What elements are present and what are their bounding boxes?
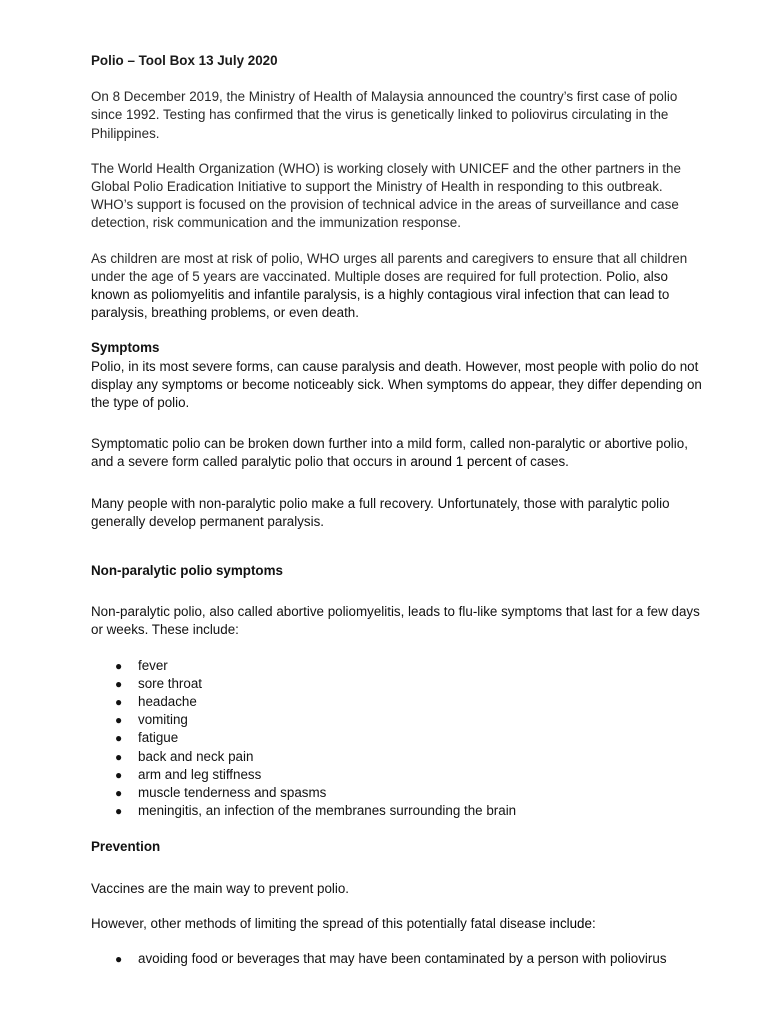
nonparalytic-paragraph: Non-paralytic polio, also called abortive poliomyelitis, leads to flu-like symptoms that last for a few days or weeks. These include: <box>91 604 700 638</box>
bullet-icon: ● <box>115 804 123 819</box>
nonparalytic-heading: Non-paralytic polio symptoms <box>91 563 283 579</box>
list-item <box>91 675 708 693</box>
list-item-text: sore throat <box>138 675 203 691</box>
bullet-icon: ● <box>115 713 123 728</box>
symptoms-paragraph: Polio, in its most severe forms, can cause paralysis and death. However, most people with polio do not display any symptoms or become noticeably sick. When symptoms do appear, they differ depending on the type of polio. <box>91 358 702 411</box>
vaccination-paragraph <box>91 250 708 323</box>
bullet-icon: ● <box>115 785 123 800</box>
list-item-text: fatigue <box>138 730 179 746</box>
symptomatic-text-start: Symptomatic polio can be broken down further into a mild form, called non-paralytic or abortive polio, and a severe form called paralytic polio that occurs in <box>91 436 688 470</box>
bullet-icon: ● <box>115 658 123 673</box>
list-item <box>91 693 708 711</box>
symptomatic-text-end: of cases. <box>511 454 569 470</box>
list-item-text: vomiting <box>138 712 188 728</box>
list-item-text: avoiding food or beverages that may have been contaminated by a person with poliovirus <box>138 950 667 966</box>
prevention-list <box>91 950 708 968</box>
vaccination-text: As children are most at risk of polio, WHO urges all parents and caregivers to ensure that all children under the age of 5 years are vaccinated. Multiple doses are required for full protection. <box>91 250 688 284</box>
list-item <box>91 766 708 784</box>
who-paragraph: The World Health Organization (WHO) is working closely with UNICEF and the other partners in the Global Polio Eradication Initiative to support the Ministry of Health in responding to this outbreak. WHO’s support is focused on the provision of technical advice in the areas of surveillance and case detection, risk communication and the immunization response. <box>91 160 681 231</box>
bullet-icon: ● <box>115 749 123 764</box>
list-item <box>91 711 708 729</box>
bullet-icon: ● <box>115 767 123 782</box>
symptomatic-emphasis: around 1 percent <box>410 454 512 470</box>
list-item <box>91 729 708 747</box>
other-methods-emphasis: include: <box>549 915 596 931</box>
symptoms-heading: Symptoms <box>91 340 160 356</box>
list-item <box>91 950 708 968</box>
list-item-text: arm and leg stiffness <box>138 766 262 782</box>
list-item-text: headache <box>138 694 197 710</box>
polio-definition-text: Polio, also known as poliomyelitis and infantile paralysis, is a highly contagious viral infection that can lead to paralysis, breathing problems, or even death. <box>91 268 670 321</box>
list-item <box>91 748 708 766</box>
list-item <box>91 657 708 675</box>
intro-paragraph: On 8 December 2019, the Ministry of Health of Malaysia announced the country’s first case of polio since 1992. Testing has confirmed that the virus is genetically linked to poliovirus circulating in the Philippines. <box>91 89 678 141</box>
list-item <box>91 784 708 802</box>
recovery-paragraph: Many people with non-paralytic polio make a full recovery. Unfortunately, those with paralytic polio generally develop permanent paralysis. <box>91 495 670 529</box>
list-item-text: back and neck pain <box>138 748 254 764</box>
other-methods-paragraph <box>91 915 708 933</box>
prevention-paragraph: Vaccines are the main way to prevent polio. <box>91 880 350 896</box>
list-item <box>91 802 708 820</box>
other-methods-text: However, other methods of limiting the spread of this potentially fatal disease <box>91 915 550 931</box>
document-title: Polio – Tool Box 13 July 2020 <box>91 53 278 68</box>
symptom-list <box>91 657 708 821</box>
bullet-icon: ● <box>115 731 123 746</box>
list-item-text: meningitis, an infection of the membranes surrounding the brain <box>138 803 517 819</box>
bullet-icon: ● <box>115 951 123 966</box>
list-item-text: fever <box>138 657 168 673</box>
prevention-heading: Prevention <box>91 839 161 855</box>
list-item-text: muscle tenderness and spasms <box>138 784 327 800</box>
bullet-icon: ● <box>115 676 123 691</box>
bullet-icon: ● <box>115 695 123 710</box>
symptomatic-paragraph <box>91 435 708 471</box>
